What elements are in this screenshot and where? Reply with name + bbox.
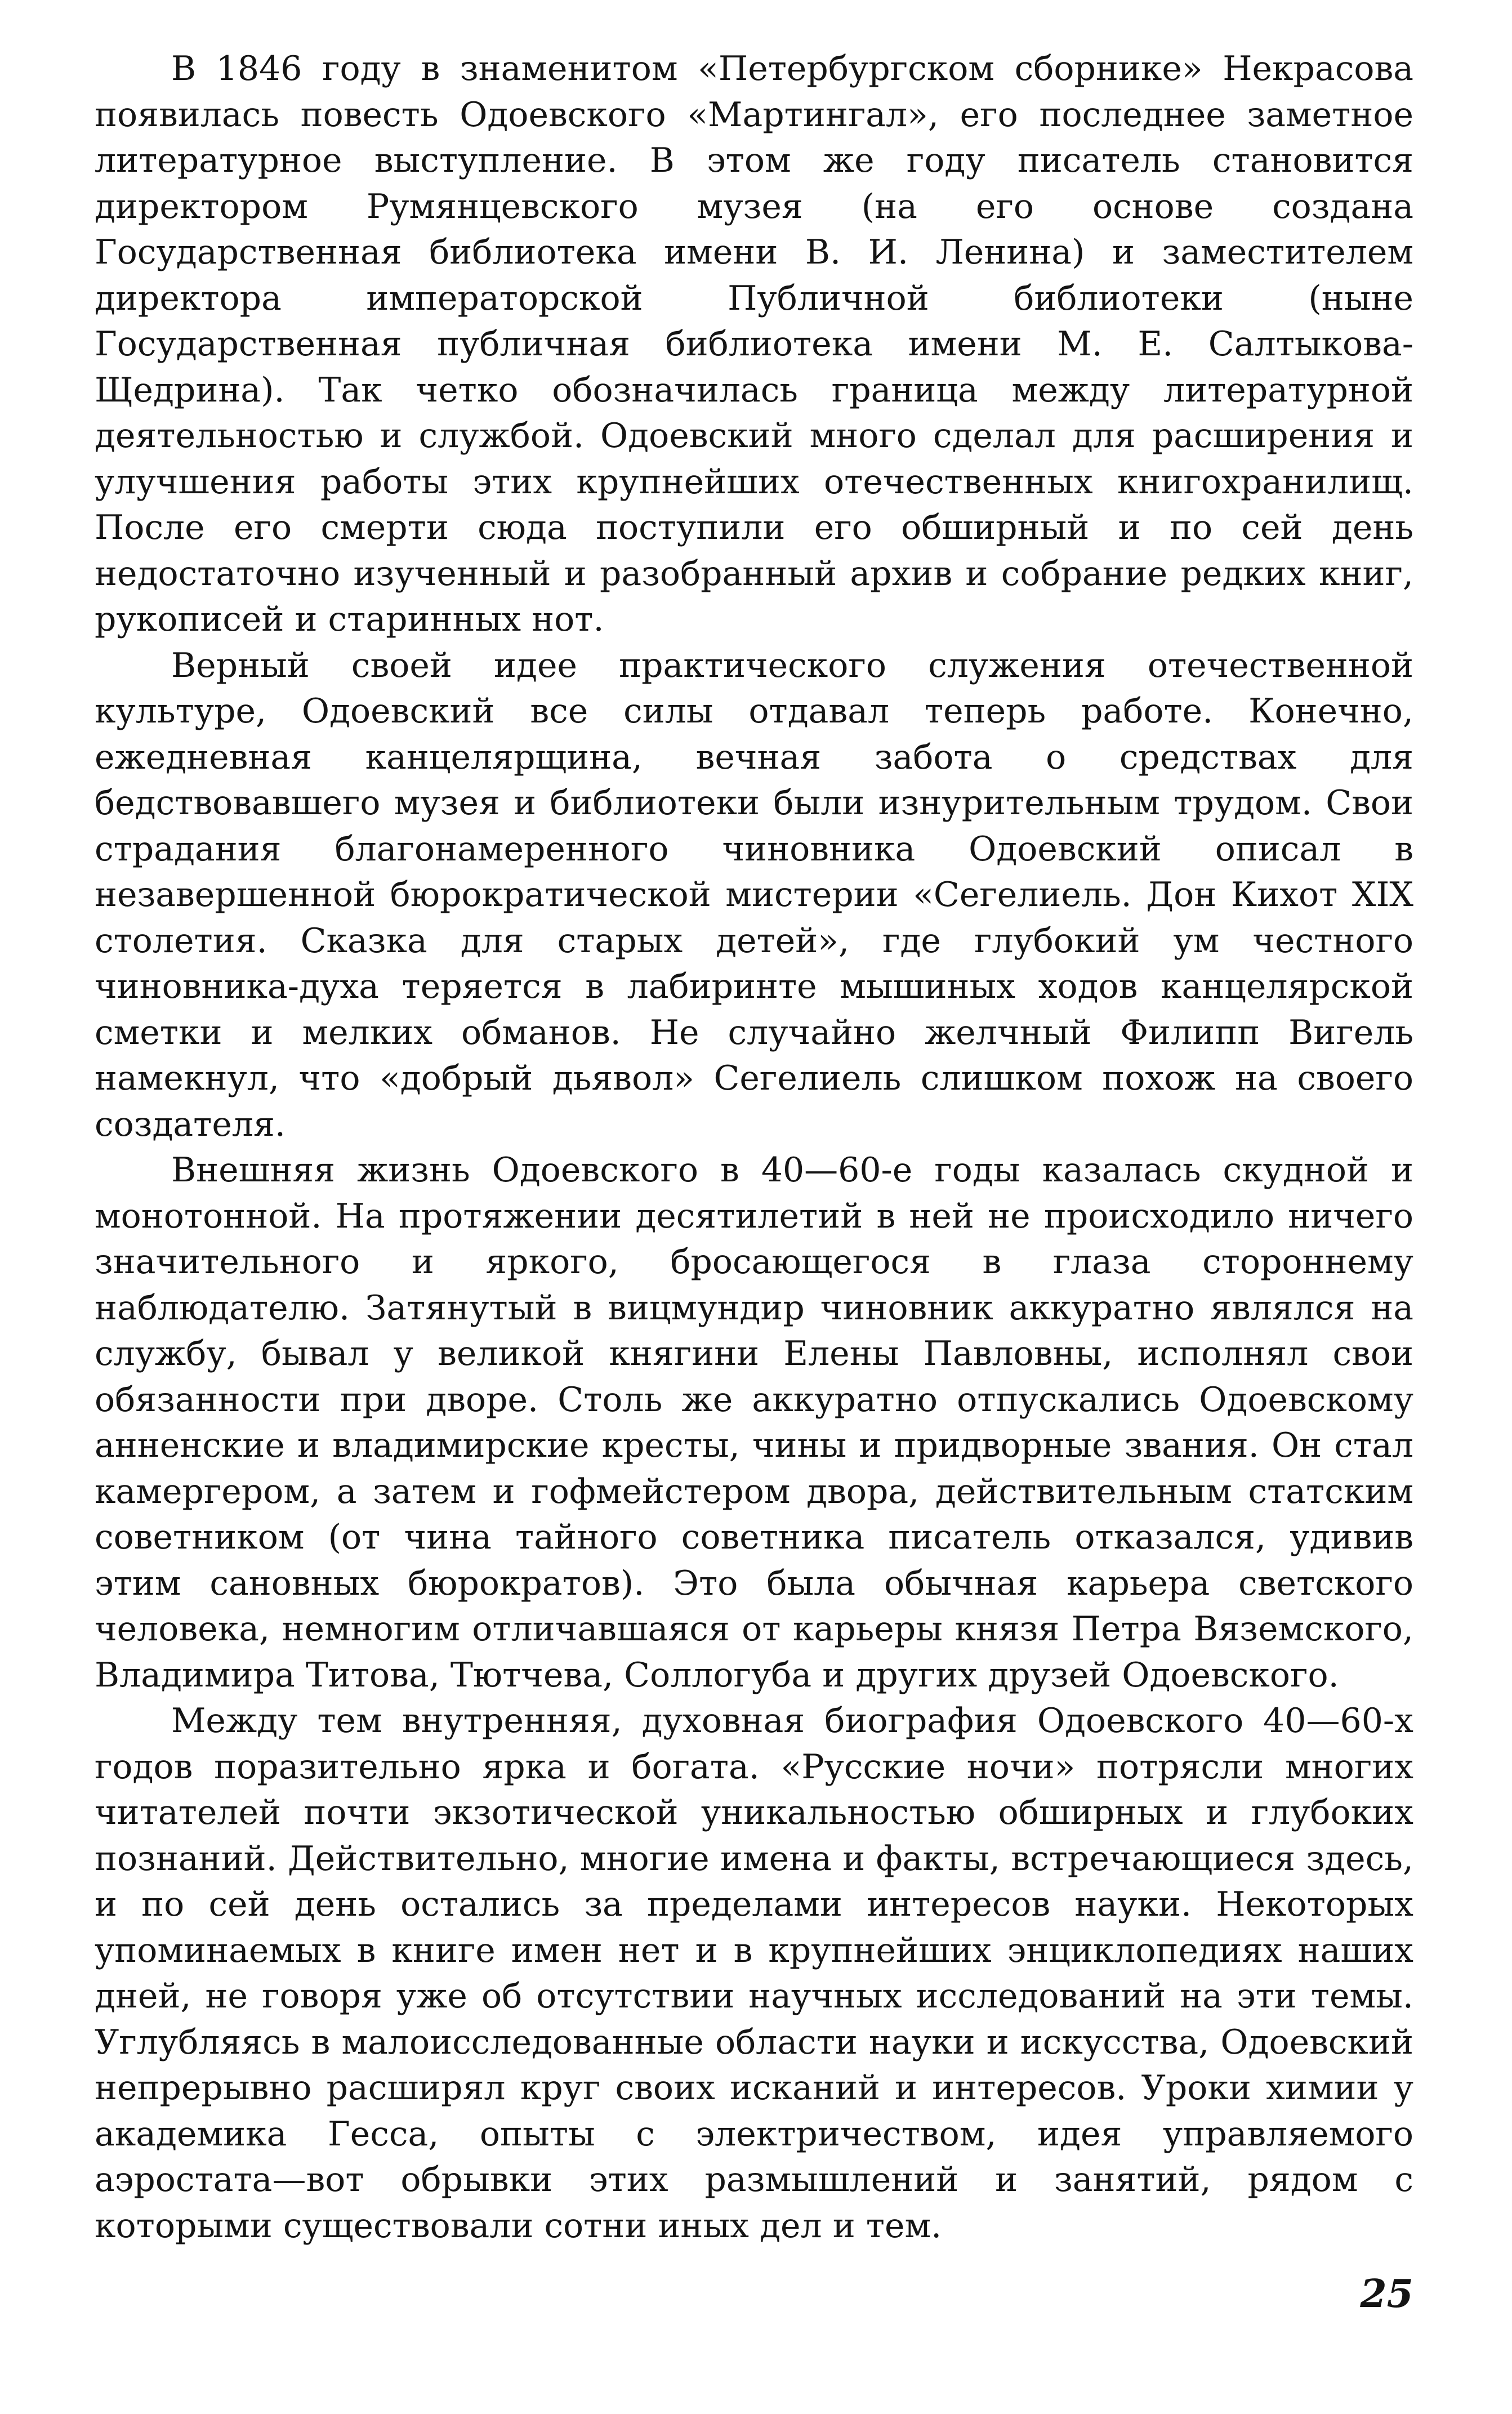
paragraph-4: Между тем внутренняя, духовная биография Одоевского 40—60-х годов поразительно ярка и богата. «Русские ночи» потрясли многих читателей почти экзотической уникальностью обширных и глубоких познаний. Действительно, многие имена и факты, встречающиеся здесь, и по сей день остались за пределами интересов науки. Некоторых упоминаемых в книге имен нет и в крупнейших энциклопедиях наших дней, не говоря уже об отсутствии научных исследований на эти темы. Углубляясь в малоисследованные области науки и искусства, Одоевский непрерывно расширял круг своих исканий и интересов. Уроки химии у академика Гесса, опыты с электричеством, идея управляемого аэростата—вот обрывки этих размышлений и занятий, рядом с которыми существовали сотни иных дел и тем. bbox=[95, 1701, 1413, 2246]
paragraph-3: Внешняя жизнь Одоевского в 40—60-е годы казалась скудной и монотонной. На протяжении десятилетий в ней не происходило ничего значительного и яркого, бросающегося в глаза стороннему наблюдателю. Затянутый в вицмундир чиновник аккуратно являлся на службу, бывал у великой княгини Елены Павловны, исполнял свои обязанности при дворе. Столь же аккуратно отпускались Одоевскому анненские и владимирские кресты, чины и придворные звания. Он стал камергером, а затем и гофмейстером двора, действительным статским советником (от чина тайного советника писатель отказался, удивив этим сановных бюрократов). Это была обычная карьера светского человека, немногим отличавшаяся от карьеры князя Петра Вяземского, Владимира Титова, Тютчева, Соллогуба и других друзей Одоевского. bbox=[95, 1150, 1413, 1695]
paragraph-2: Верный своей идее практического служения отечественной культуре, Одоевский все силы отдавал теперь работе. Конечно, ежедневная канцелярщина, вечная забота о средствах для бедствовавшего музея и библиотеки были изнурительным трудом. Свои страдания благонамеренного чиновника Одоевский описал в незавершенной бюрократической мистерии «Сегелиель. Дон Кихот XIX столетия. Сказка для старых детей», где глубокий ум честного чиновника-духа теряется в лабиринте мышиных ходов канцелярской сметки и мелких обманов. Не случайно желчный Филипп Вигель намекнул, что «добрый дьявол» Сегелиель слишком похож на своего создателя. bbox=[95, 645, 1413, 1144]
page-number: 25 bbox=[1360, 2272, 1413, 2317]
page-body bbox=[95, 46, 1413, 2270]
paragraph-1: В 1846 году в знаменитом «Петербургском сборнике» Некрасова появилась повесть Одоевского «Мартингал», его последнее заметное литературное выступление. В этом же году писатель становится директором Румянцевского музея (на его основе создана Государственная библиотека имени В. И. Ленина) и заместителем директора императорской Публичной библиотеки (ныне Государственная публичная библиотека имени М. Е. Салтыкова-Щедрина). Так четко обозначилась граница между литературной деятельностью и службой. Одоевский много сделал для расширения и улучшения работы этих крупнейших отечественных книгохранилищ. После его смерти сюда поступили его обширный и по сей день недостаточно изученный и разобранный архив и собрание редких книг, рукописей и старинных нот. bbox=[95, 49, 1413, 639]
